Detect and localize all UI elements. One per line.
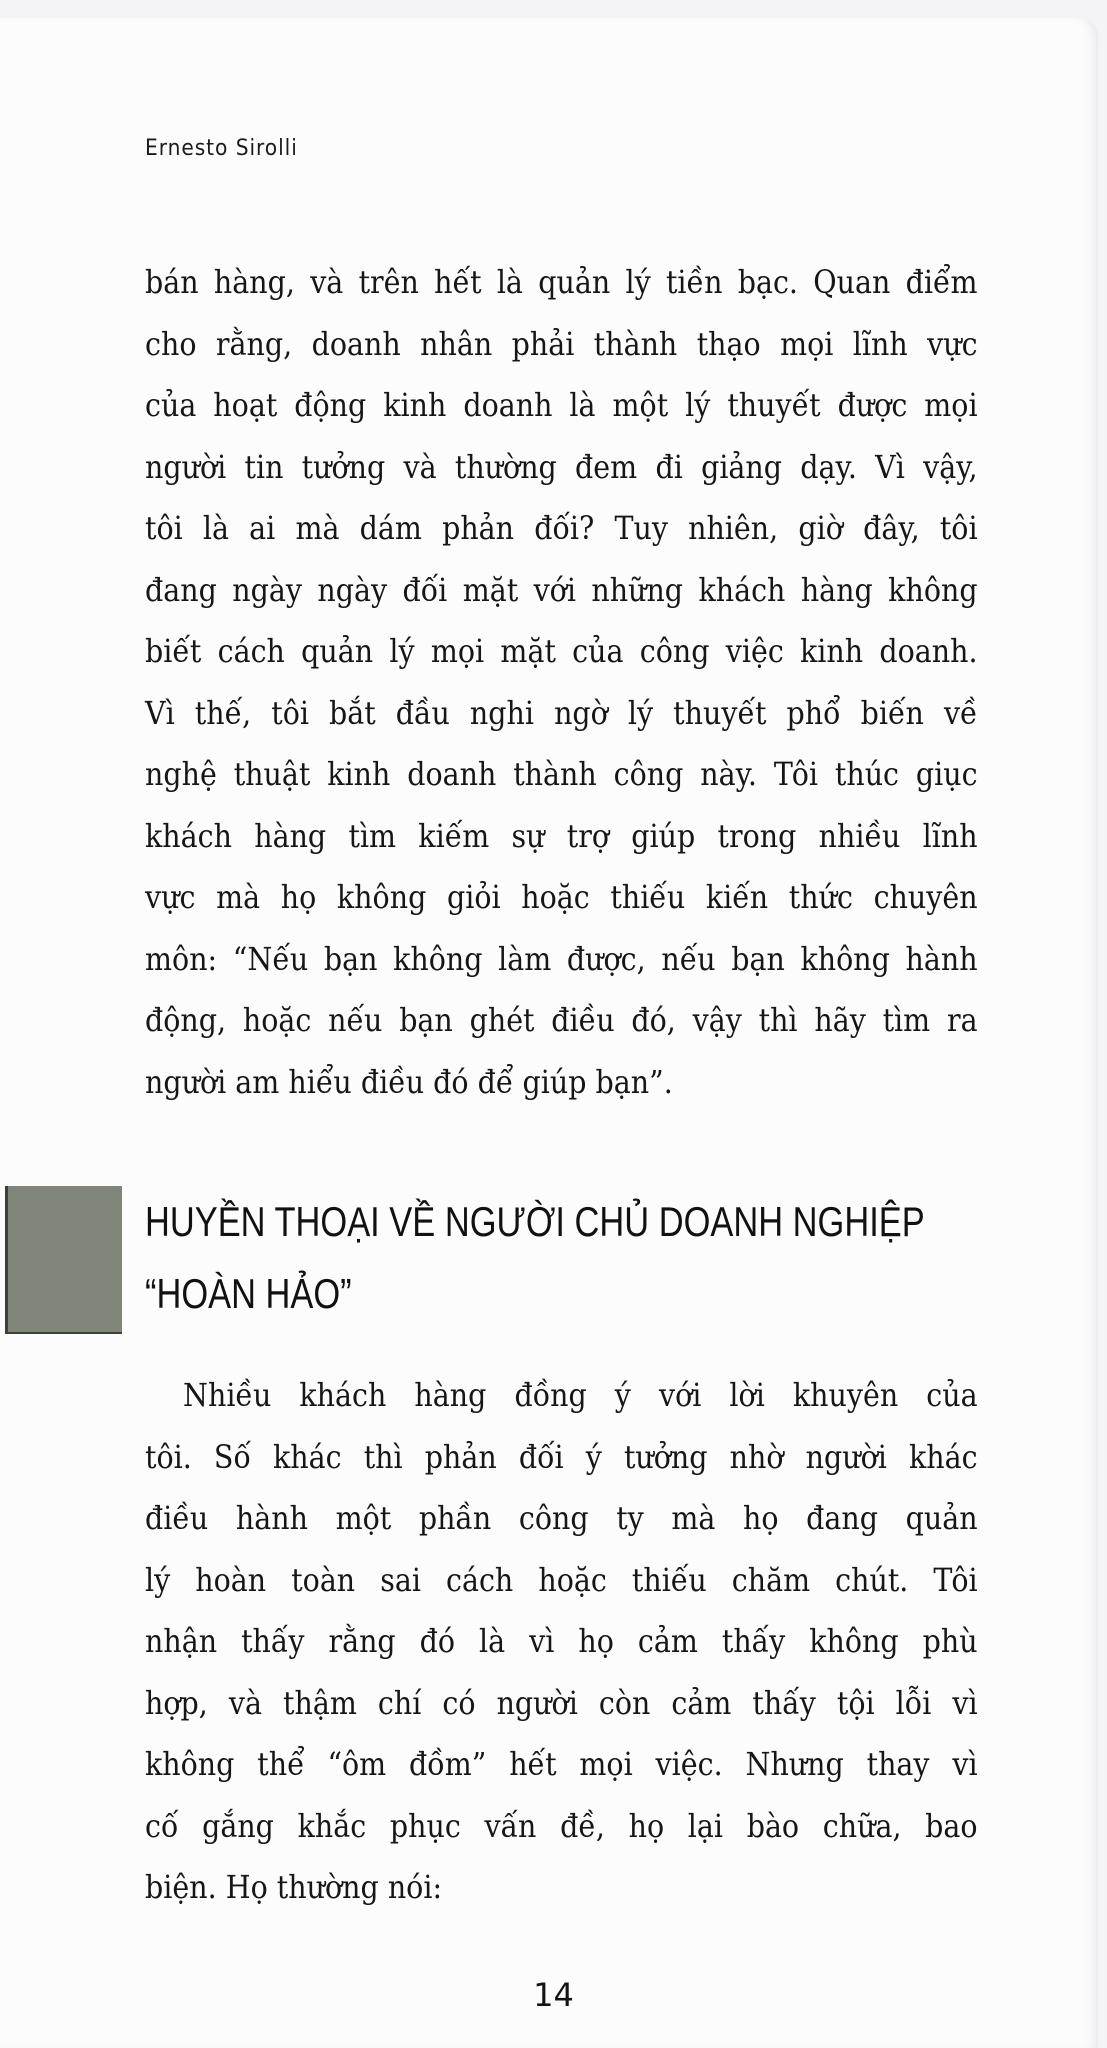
- text-line: người tin tưởng và thường đem đi giảng dạy. Vì vậy,: [145, 449, 978, 486]
- text-line: đang ngày ngày đối mặt với những khách hàng không: [145, 572, 978, 609]
- text-line: bán hàng, và trên hết là quản lý tiền bạc. Quan điểm: [145, 265, 978, 301]
- text-line: Vì thế, tôi bắt đầu nghi ngờ lý thuyết phổ biến về: [145, 695, 978, 732]
- section-heading-line: “HOÀN HẢO”: [145, 1270, 352, 1317]
- text-line: biện. Họ thường nói:: [145, 1870, 443, 1906]
- book-page: [0, 18, 1098, 2048]
- text-line: của hoạt động kinh doanh là một lý thuyết được mọi: [145, 388, 978, 424]
- text-line: tôi. Số khác thì phản đối ý tưởng nhờ người khác: [145, 1439, 978, 1476]
- text-line: hợp, và thậm chí có người còn cảm thấy tội lỗi vì: [145, 1685, 978, 1722]
- text-line: điều hành một phần công ty mà họ đang quản: [145, 1501, 978, 1537]
- text-line: nhận thấy rằng đó là vì họ cảm thấy không phù: [145, 1624, 978, 1660]
- running-head-author: Ernesto Sirolli: [145, 136, 298, 161]
- text-line: lý hoàn toàn sai cách hoặc thiếu chăm chút. Tôi: [145, 1562, 978, 1599]
- text-line: tôi là ai mà dám phản đối? Tuy nhiên, giờ đây, tôi: [145, 511, 978, 547]
- text-line: vực mà họ không giỏi hoặc thiếu kiến thức chuyên: [145, 880, 978, 916]
- text-line: không thể “ôm đồm” hết mọi việc. Nhưng thay vì: [145, 1747, 978, 1783]
- text-line: khách hàng tìm kiếm sự trợ giúp trong nhiều lĩnh: [145, 818, 978, 855]
- text-line: nghệ thuật kinh doanh thành công này. Tôi thúc giục: [145, 757, 978, 793]
- page-number: 14: [533, 1976, 574, 2014]
- text-line: cho rằng, doanh nhân phải thành thạo mọi lĩnh vực: [145, 326, 978, 363]
- text-line: động, hoặc nếu bạn ghét điều đó, vậy thì hãy tìm ra: [145, 1003, 978, 1039]
- text-line: người am hiểu điều đó để giúp bạn”.: [145, 1064, 673, 1101]
- section-heading-line: HUYỀN THOẠI VỀ NGƯỜI CHỦ DOANH NGHIỆP: [145, 1198, 925, 1245]
- text-line: biết cách quản lý mọi mặt của công việc kinh doanh.: [145, 634, 978, 670]
- paragraph-continued: [145, 253, 978, 1114]
- text-line: Nhiều khách hàng đồng ý với lời khuyên của: [183, 1378, 978, 1414]
- text-line: môn: “Nếu bạn không làm được, nếu bạn không hành: [145, 941, 978, 978]
- section-marker-block: [5, 1186, 122, 1334]
- paragraph-section-start: [145, 1366, 978, 1920]
- text-line: cố gắng khắc phục vấn đề, họ lại bào chữa, bao: [145, 1808, 978, 1845]
- section-heading: [145, 1186, 925, 1330]
